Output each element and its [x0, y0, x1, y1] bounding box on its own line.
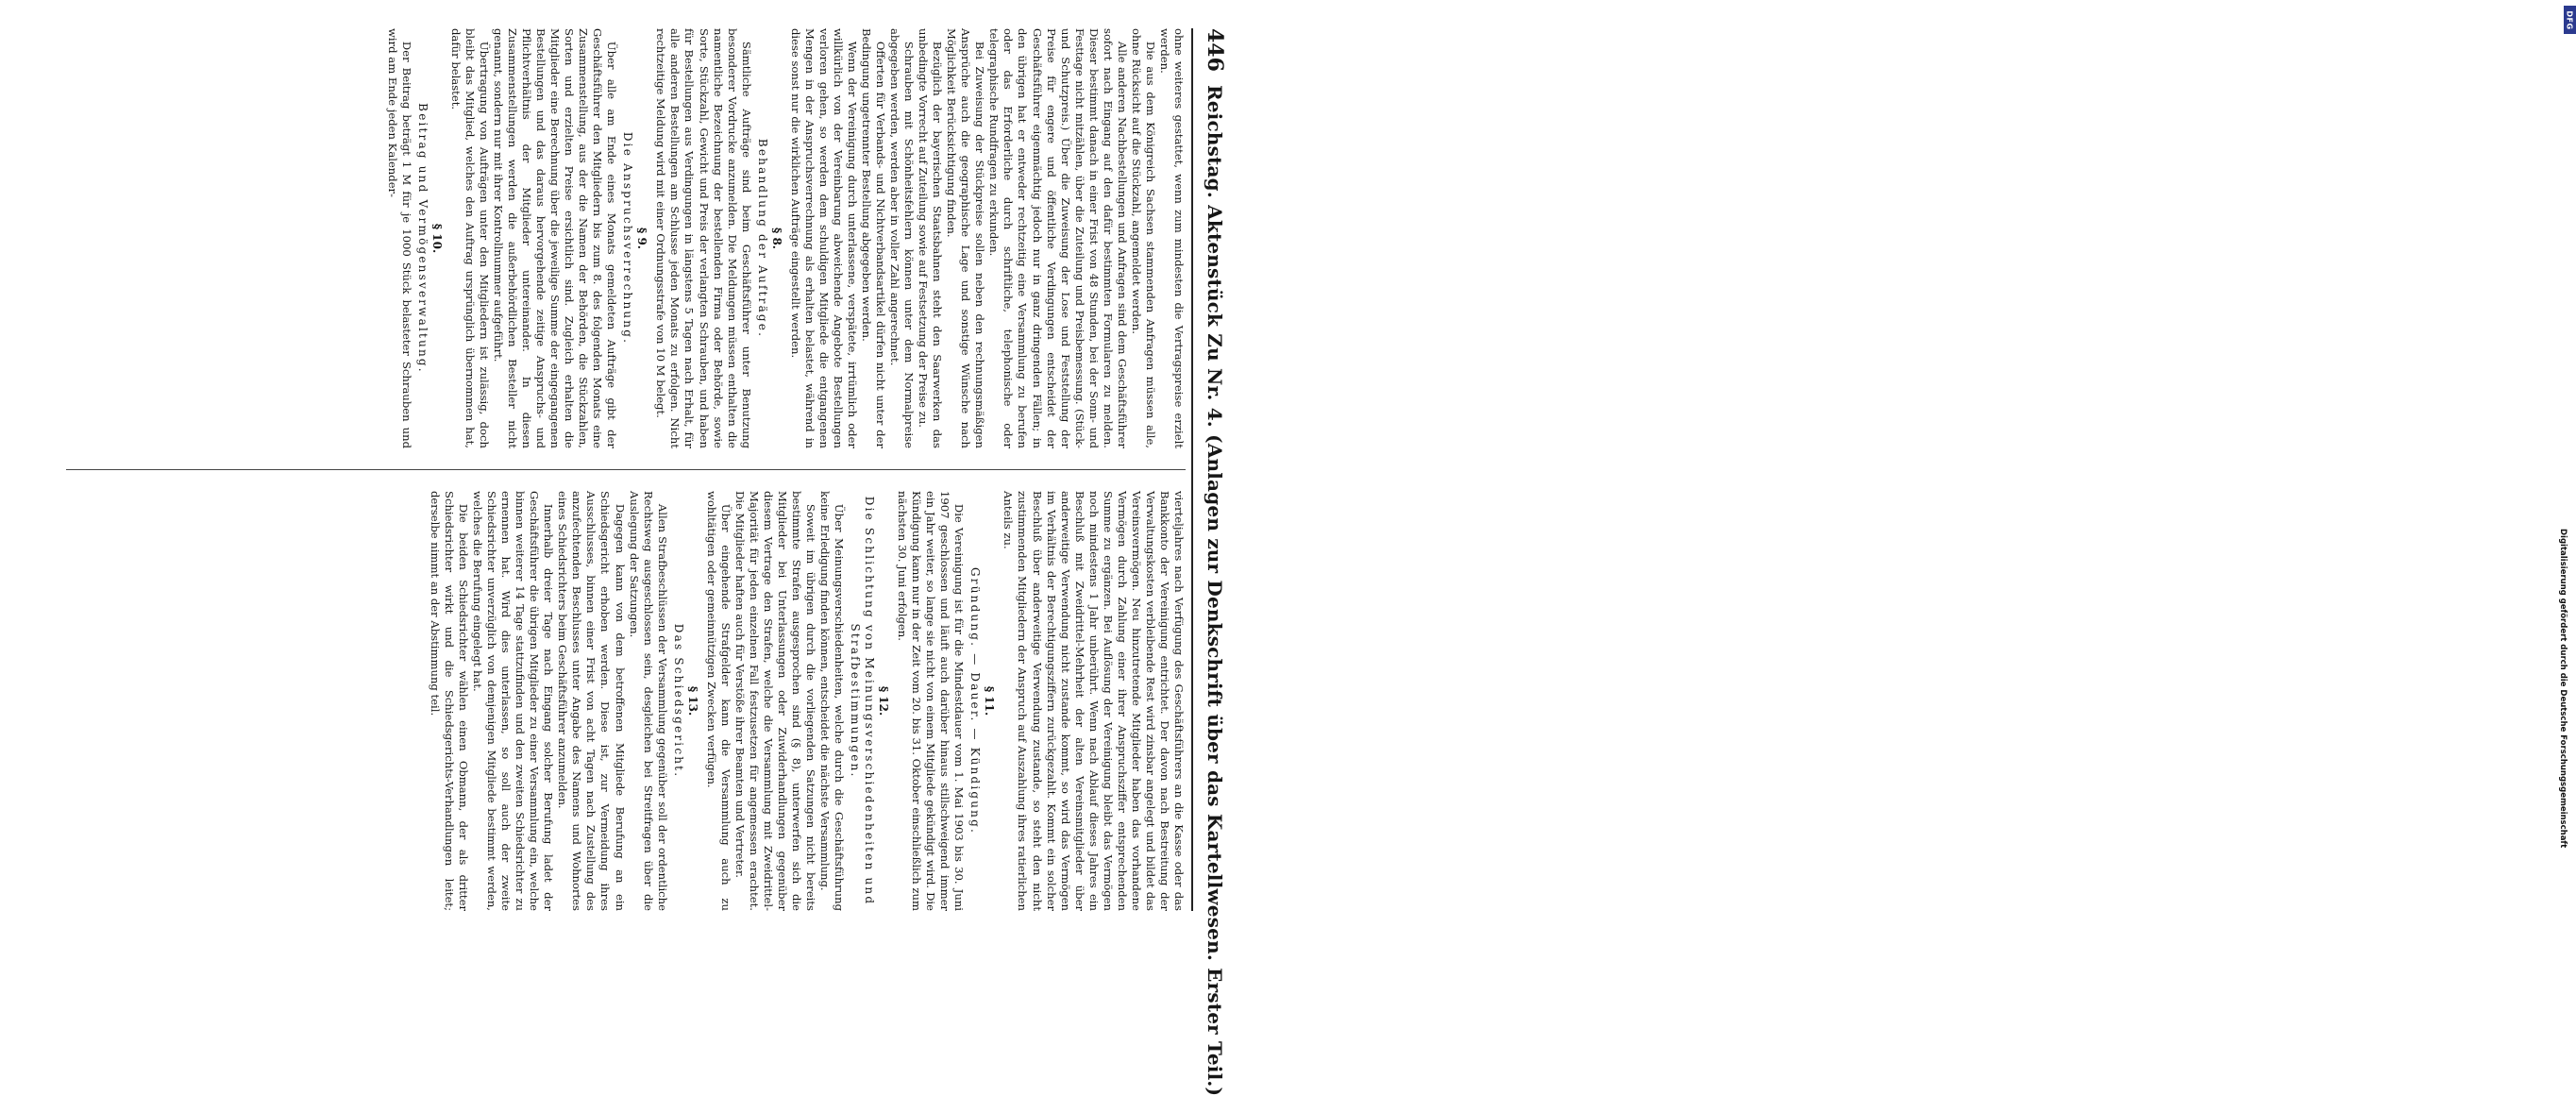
paragraph: Alle anderen Nachbestellungen und Anfragen sind dem Geschäftsführer sofort nach Eingang auf den dafür bestimmten Formularen zu melden. Dieser bestimmt danach in einer Frist von 48 Stunden, bei der Sonn- und Festtage nicht mitzählen, über die Zuteilung und Preisbemessung. (Stück- und Schutzpreis.) Über die Zuweisung der Lose und Feststellung der Preise für engere und öffentliche Verdingungen entscheidet der Geschäftsführer eigenmächtig jedoch nur in ganz dringenden Fällen; in den übrigen hat er entweder rechtzeitig eine Versammlung zu berufen oder das Erforderliche durch schriftliche, telephonische oder telegraphische Rundfragen zu erkunden. [987, 28, 1129, 448]
page-number: 446 [1203, 28, 1227, 72]
paragraph: Über eingehende Strafgelder kann die Versammlung auch zu wohltätigen oder gemeinnützigen Zwecken verfügen. [704, 491, 732, 911]
column-divider [66, 469, 1186, 470]
paragraph: Innerhalb dreier Tage nach Eingang solcher Berufung ladet der Geschäftsführer die übrigen Mitglieder zu einer Versammlung ein, welche binnen weiterer 14 Tage stattzufinden und den zweiten Schiedsrichter zu ernennen hat. Wird dies unterlassen, so soll auch der zweite Schiedsrichter unverzüglich von demjenigen Mitgliede bestimmt werden, welches die Berufung eingelegt hat. [471, 491, 556, 911]
section-number: § 13. [685, 685, 699, 717]
paragraph: Die Vereinigung ist für die Mindestdauer vom 1. Mai 1903 bis 30. Juni 1907 geschlossen und läuft auch darüber hinaus stillschweigend immer ein Jahr weiter, so lange sie nicht von einem Mitgliede gekündigt wird. Die Kündigung kann nur in der Zeit vom 20. bis 31. Oktober einschließlich zum nächsten 30. Juni erfolgen. [896, 491, 967, 911]
dfg-strip [1272, 0, 2575, 944]
paragraph: Bezüglich der bayerischen Staatsbahnen steht den Saarwerken das unbedingte Vorrecht auf Zuteilung sowie auf Festsetzung der Preise zu. [917, 28, 945, 448]
paragraph: Bei Zuweisung der Stückpreise sollen neben den rechnungsmäßigen Ansprüche auch die geographische Lage und sonstige Wünsche nach Möglichkeit Berücksichtigung finden. [945, 28, 987, 448]
section-number: § 8. [769, 228, 783, 249]
section-heading: Gründung. — Dauer. — Kündigung. [968, 566, 983, 835]
paragraph: Die aus dem Königreich Sachsen stammenden Anfragen müssen alle, ohne Rücksicht auf die Stückzahl, angemeldet werden. [1129, 28, 1157, 448]
paragraph: Die beiden Schiedsrichter wählen einen Obmann, der als dritter Schiedsrichter wirkt und die Schiedsgerichts-Verhandlungen leitet; derselbe nimmt an der Abstimmung teil. [428, 491, 471, 911]
paragraph: Dagegen kann von dem betroffenen Mitgliede Berufung an ein Schiedsgericht erhoben werden. Diese ist, zur Vermeidung ihres Ausschlusses, binnen einer Frist von acht Tagen nach Zustellung des anzufechtenden Beschlusses unter Angabe des Namens und Wohnortes eines Schiedsrichters beim Geschäftsführer anzumelden. [556, 491, 627, 911]
running-head [1195, 28, 1227, 1096]
section-heading: Beitrag und Vermögensverwaltung. [415, 103, 429, 374]
paragraph: Soweit im übrigen durch die vorliegenden Satzungen nicht bereits bestimmte Strafen ausgesprochen sind (§ 8), unterwerfen sich die Mitglieder bei Unterlassungen oder Zuwiderhandlungen gegenüber diesem Vertrage den Strafen, welche die Versammlung mit Zweidrittel-Majorität für jeden einzelnen Fall festzusetzen für angemessen erachtet. Die Mitglieder haften auch für Verstöße ihrer Beamten und Vertreter. [732, 491, 818, 911]
right-column [62, 491, 1186, 911]
page-viewport [57, 28, 1227, 1096]
paragraph: Offerten für Verbands- und Nichtverbandsartikel dürfen nicht unter der Bedingung ungetrennter Bestellung abgegeben werden. [859, 28, 888, 448]
header-rule [1191, 28, 1193, 911]
paragraph: Allen Strafbeschlüssen der Versammlung gegenüber soll der ordentliche Rechtsweg ausgeschlossen sein, desgleichen bei Streitfragen über die Auslegung der Satzungen. [627, 491, 669, 911]
document-page [57, 28, 1227, 1096]
paragraph: Übertragung von Aufträgen unter den Mitgliedern ist zulässig, doch bleibt das Mitglied, welches den Auftrag ursprünglich übernommen hat, dafür belastet. [448, 28, 491, 448]
paragraph: ohne weiteres gestattet, wenn zum mindesten die Vertragspreise erzielt werden. [1157, 28, 1186, 448]
section-number: § 10. [429, 223, 444, 254]
section-number: § 11. [983, 685, 997, 717]
section-heading: Behandlung der Aufträge. [755, 138, 769, 339]
section-heading: Das Schiedsgericht. [671, 623, 685, 779]
paragraph: Sämtliche Aufträge sind beim Geschäftsführer unter Benutzung besonderer Vordrucke anzumelden. Die Meldungen müssen enthalten die namentliche Bezeichnung der bestellenden Firma oder Behörde, sowie Sorte, Stückzahl, Gewicht und Preis der verlangten Schrauben, und haben für Bestellungen aus Verdingungen in längstens 5 Tagen nach Erhalt, für alle anderen Bestellungen am Schlusse jeden Monats zu erfolgen. Nicht rechtzeitige Meldung wird mit einer Ordnungsstrafe von 10 M belegt. [654, 28, 753, 448]
paragraph: Wenn der Vereinigung durch unterlassene, verspätete, irrtümlich oder willkürlich von der Vereinbarung abweichende Angebote Bestellungen verloren gehen, so werden dem schuldigen Mitgliede die entgangenen Mengen in der Anspruchsverrechnung als erhalten belastet, während in diese sonst nur die wirklichen Aufträge eingestellt werden. [788, 28, 859, 448]
section-number: § 9. [635, 228, 649, 249]
running-title: Reichstag. Aktenstück Zu Nr. 4. (Anlagen zur Denkschrift über das Kartellwesen. Erster Teil.) [1204, 84, 1226, 1096]
paragraph: vierteljahres nach Verfügung des Geschäftsführers an die Kasse oder das Bankkonto der Vereinigung entrichtet. Der davon nach Bestreitung der Verwaltungskosten verbleibende Rest wird zinsbar angelegt und bildet das Vereinsvermögen. Neu hinzutretende Mitglieder haben das vorhandene Vermögen durch Zahlung einer ihrer Anspruchsziffer entsprechenden Summe zu ergänzen. Bei Auflösung der Vereinigung bleibt das Vermögen noch mindestens 1 Jahr unberührt. Wenn nach Ablauf dieses Jahres ein Beschluß mit Zweidrittel-Mehrheit der alten Vereinsmitglieder über anderweitige Verwendung nicht zustande kommt, so wird das Vermögen im Verhältnis der Berechtigungsziffern zurückgezahlt. Kommt ein solcher Beschluß über anderweitige Verwendung zustande, so steht den nicht zustimmenden Mitgliedern der Anspruch auf Auszahlung ihres ratierlichen Anteils zu. [1002, 491, 1186, 911]
dfg-logo: DFG [2564, 6, 2576, 34]
section-heading: Die Anspruchsverrechnung. [621, 131, 635, 346]
section-number: § 12. [877, 685, 891, 717]
section-heading: Die Schlichtung von Meinungsverschiedenheiten und Strafbestimmungen. [849, 496, 877, 906]
paragraph: Über alle am Ende eines Monats gemeldeten Aufträge gibt der Geschäftsführer den Mitgliedern bis zum 8. des folgenden Monats eine Zusammenstellung, aus der die Namen der Behörden, die Stückzahlen, Sorten und erzielten Preise ersichtlich sind. Zugleich erhalten die Mitglieder eine Berechnung über die jeweilige Summe der eingegangenen Bestellungen und das daraus hervorgehende zeitige Anspruchs- und Pflichtverhältnis der Mitglieder untereinander. In diesen Zusammenstellungen werden die außerbehördlichen Besteller nicht genannt, sondern nur mit ihrer Kontrollnummer aufgeführt. [491, 28, 619, 448]
paragraph: Schrauben mit Schönheitsfehlern können unter dem Normalpreise abgegeben werden, werden aber in voller Zahl angerechnet. [888, 28, 917, 448]
paragraph: Der Beitrag beträgt 1 M für je 1000 Stück belasteter Schrauben und wird am Ende jeden Kalender- [385, 28, 413, 448]
dfg-funding-note-text: Digitalisierung gefördert durch die Deutsche Forschungsgemeinschaft [2558, 529, 2568, 849]
paragraph: Über Meinungsverschiedenheiten, welche durch die Geschäftsführung keine Erledigung finden können, entscheidet die nächste Versammlung. [818, 491, 847, 911]
left-column [62, 28, 1186, 448]
